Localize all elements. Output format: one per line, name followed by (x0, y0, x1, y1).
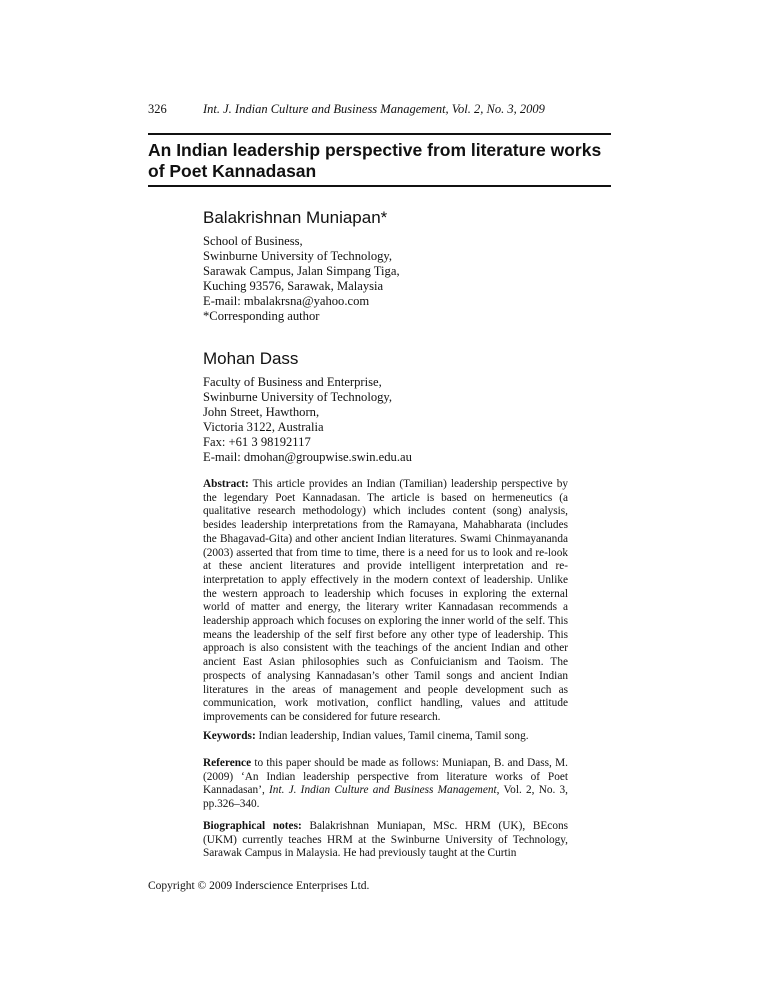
title-rule-bottom (148, 185, 611, 187)
copyright-notice: Copyright © 2009 Inderscience Enterprises Ltd. (148, 880, 370, 892)
abstract (203, 478, 568, 725)
reference-text-end: , Vol. 2, No. 3, pp.326–340. (203, 784, 569, 811)
corresponding-author-note: *Corresponding author (203, 309, 320, 324)
reference (203, 757, 568, 812)
author-block (203, 349, 568, 466)
affiliation-line: Swinburne University of Technology, (203, 249, 393, 264)
affiliation-line: School of Business, (203, 234, 303, 248)
affiliation-line: Victoria 3122, Australia (203, 420, 324, 435)
affiliation-email: E-mail: dmohan@groupwise.swin.edu.au (203, 450, 412, 465)
reference-label: Reference (203, 757, 252, 769)
running-head (148, 102, 545, 117)
keywords-label: Keywords: (203, 730, 256, 742)
affiliation-line: Faculty of Business and Enterprise, (203, 375, 382, 389)
abstract-label: Abstract: (203, 478, 249, 490)
keywords-text: Indian leadership, Indian values, Tamil cinema, Tamil song. (258, 730, 529, 742)
bio-label: Biographical notes: (203, 820, 302, 832)
reference-journal: Int. J. Indian Culture and Business Management (269, 784, 497, 797)
biographical-notes (203, 820, 568, 861)
affiliation-line: John Street, Hawthorn, (203, 405, 320, 420)
reference-text: to this paper should be made as follows: Muniapan, B. and Dass, M. (2009) ‘An Indian leadership perspective from literature works of Poet Kannadasan’, (203, 757, 568, 797)
affiliation-fax: Fax: +61 3 98192117 (203, 435, 311, 450)
article-title: An Indian leadership perspective from literature works of Poet Kannadasan (148, 140, 602, 181)
affiliation-line: Kuching 93576, Sarawak, Malaysia (203, 279, 384, 294)
author-name: Mohan Dass (203, 349, 299, 368)
author-block (203, 208, 568, 325)
author-affiliation (203, 375, 568, 466)
author-affiliation (203, 234, 568, 325)
affiliation-email: E-mail: mbalakrsna@yahoo.com (203, 294, 370, 309)
bio-text: Balakrishnan Muniapan, MSc. HRM (UK), BEcons (UKM) currently teaches HRM at the Swinburne University of Technology, Sarawak Campus in Malaysia. He had previously taught at the Curtin (203, 820, 569, 860)
title-rule-top (148, 133, 611, 135)
page-number: 326 (148, 102, 167, 116)
journal-citation: Int. J. Indian Culture and Business Management, Vol. 2, No. 3, 2009 (203, 102, 545, 116)
keywords (203, 730, 568, 744)
affiliation-line: Swinburne University of Technology, (203, 390, 393, 405)
author-name: Balakrishnan Muniapan* (203, 208, 388, 227)
affiliation-line: Sarawak Campus, Jalan Simpang Tiga, (203, 264, 400, 279)
abstract-text: This article provides an Indian (Tamilian) leadership perspective by the legendary Poet Kannadasan. The article is based on hermeneutics (a qualitative research methodology) which includes content (song) analysis, besides leadership interpretations from the Ramayana, Mahabharata (includes the Bhagavad-Gita) and other ancient Indian literatures. Swami Chinmayananda (2003) asserted that from time to time, there is a need for us to look and re-look at these ancient literatures and provide intelligent interpretation and re-interpretation to apply effectively in the modern context of leadership. Unlike the western approach to leadership which focuses in exploring the external world of matter and energy, the literary writer Kannadasan recommends a leadership approach which focuses on exploring the inner world of the self. This means the leadership of the self first before any other type of leadership. This approach is also consistent with the teachings of the ancient Indian and other ancient East Asian philosophies such as Confuicianism and Taoism. The prospects of analysing Kannadasan’s other Tamil songs and ancient Indian literatures in the areas of management and people development such as communication, work motivation, conflict handling, values and attitude improvements can be considered for future research. (203, 478, 568, 723)
